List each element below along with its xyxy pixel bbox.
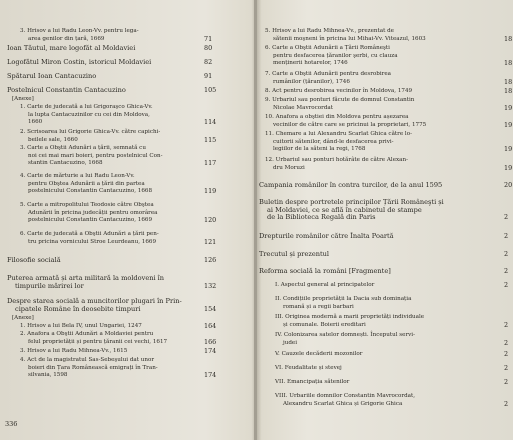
toc-entry-line: II. Condițiile proprietății la Dacia sub dominația bbox=[275, 296, 412, 302]
toc-page-number: 19 bbox=[504, 103, 513, 112]
toc-entry-line: 6. Carte de judecată a Obştii Adunări a țării pen- bbox=[20, 231, 159, 237]
toc-page-number: 19 bbox=[504, 145, 513, 154]
toc-page-number: 132 bbox=[204, 281, 217, 290]
toc-entry-line: Campania românilor în contra turcilor, de la anul 1595 bbox=[259, 181, 443, 189]
toc-entry-line: 5. Hrisov a lui Radu Mihnea-Vv., prezentat de bbox=[265, 28, 394, 34]
toc-entry-line: stantin Cantacuzino, 1668 bbox=[28, 160, 103, 167]
toc-entry-line: și comunale. Boierii ereditari bbox=[283, 321, 366, 328]
toc-entry-line: judei bbox=[283, 339, 298, 346]
toc-entry-line: VIII. Urbariile domnilor Constantin Mavrocordat, bbox=[275, 393, 416, 399]
toc-entry-line: 2. Anafora a Obştii Adunări a Moldaviei pentru bbox=[20, 331, 154, 337]
toc-entry-line: 9. Urbariul sau ponturi făcute de domnul Constantin bbox=[265, 97, 415, 103]
toc-entry-line: Postelnicul Constantin Cantacuzino bbox=[7, 86, 126, 94]
toc-entry-line: 10. Anafora a obştiei din Moldova pentru așezarea bbox=[265, 114, 409, 120]
toc-entry-line: 12. Urbariul sau ponturi hotărâte de către Alexan- bbox=[265, 157, 409, 163]
toc-page-number: 2 bbox=[504, 350, 509, 358]
toc-entry-line: 3. Hrisov a lui Radu Leon-Vv. pentru lega- bbox=[20, 28, 139, 34]
toc-entry-line: postelnicului Constantin Cantacuzino, 1669 bbox=[28, 217, 153, 224]
toc-page-number: 2 bbox=[504, 281, 509, 289]
toc-entry-line: Adunării în pricina judecății pentru omorârea bbox=[28, 209, 158, 216]
toc-page-number: 18 bbox=[504, 59, 513, 68]
toc-page-number: 174 bbox=[204, 347, 217, 355]
toc-entry-line: silvania, 1598 bbox=[28, 372, 68, 379]
toc-entry-line: 8. Act pentru desrobirea vecinilor în Moldova, 1749 bbox=[265, 88, 413, 94]
toc-entry-line: Alexandru Scarlat Ghica și Grigorie Ghica bbox=[283, 400, 403, 407]
toc-entry-line: 4. Act de la magistratul Sas-Sebeşului dat unor bbox=[20, 357, 155, 363]
toc-page-number: 91 bbox=[204, 72, 213, 80]
toc-entry-line: beilele sale, 1660 bbox=[28, 136, 78, 143]
toc-entry-line: Despre starea socială a muncitorilor plugari în Prin- bbox=[7, 297, 182, 305]
toc-page-number: 2 bbox=[504, 267, 509, 275]
toc-entry-line: vecinilor de către care se pricinui la proprietari, 1775 bbox=[273, 121, 427, 128]
toc-entry-line: 4. Carte de mărturie a lui Radu Leon-Vv. bbox=[20, 173, 135, 179]
toc-page-number: 71 bbox=[204, 34, 213, 43]
toc-entry-line: sătenii moşneni în pricina lui Mihai-Vv. Viteazul, 1603 bbox=[273, 35, 426, 42]
toc-entry-line: 7. Carte a Obştii Adunării pentru desrobirea bbox=[265, 71, 391, 77]
toc-entry-line: III. Originea modernă a marii proprietăți individuale bbox=[275, 314, 425, 320]
toc-entry-line: 11. Chemare a lui Alexandru Scarlat Ghica către lo- bbox=[265, 131, 412, 137]
toc-page-number: 164 bbox=[204, 322, 217, 330]
toc-page-number: 82 bbox=[204, 58, 213, 66]
toc-entry-line: 6. Carte a Obştii Adunării a Țării Româneşti bbox=[265, 45, 390, 51]
toc-entry-line: noi cei mai mari boieri, pentru postelnicul Con- bbox=[28, 152, 163, 159]
toc-entry-line: Ioan Tăutul, mare logofăt al Moldaviei bbox=[7, 44, 136, 52]
toc-entry-line: 1. Hrisov a lui Bela IV, unul Ungariei, 1247 bbox=[20, 323, 142, 329]
toc-entry-line: cipatele Române în deosebite timpuri bbox=[15, 304, 141, 313]
toc-page-number: 126 bbox=[204, 256, 217, 264]
toc-page-number: 120 bbox=[204, 216, 217, 225]
toc-page-number: 2 bbox=[504, 364, 509, 372]
toc-page-number: 2 bbox=[504, 338, 509, 347]
toc-page-number: 114 bbox=[204, 118, 217, 127]
toc-entry-line: la lupta Cantacuzinilor cu cei din Moldova, bbox=[28, 111, 150, 118]
toc-entry-line: Reforma socială la români [Fragmente] bbox=[259, 267, 391, 275]
toc-entry-line: cuitorii sătenilor, dând-le desfacerea privi- bbox=[273, 138, 394, 145]
toc-page-number: 119 bbox=[204, 187, 217, 196]
toc-page-number: 18 bbox=[504, 87, 513, 95]
toc-entry-line: romană și a regii barbari bbox=[283, 303, 354, 310]
toc-entry-line: Spătarul Ioan Cantacuzino bbox=[7, 72, 97, 80]
toc-page-number: 2 bbox=[504, 250, 509, 258]
toc-page-number: 18 bbox=[504, 34, 513, 43]
toc-entry-line: de la Biblioteca Regală din Paris bbox=[267, 213, 376, 222]
left-page bbox=[0, 0, 255, 440]
toc-entry-line: ai Moldaviei, ce se află în cabinetul de stampe bbox=[267, 205, 422, 214]
toc-entry-line: legiilor de la săteni la regi, 1768 bbox=[273, 146, 366, 153]
toc-entry-line: Logofătul Miron Costin, istoricul Moldaviei bbox=[7, 58, 152, 66]
toc-page-number: 18 bbox=[504, 77, 513, 86]
toc-entry-line: pentru desfacerea țăranilor şerbi, cu clauza bbox=[273, 52, 398, 59]
toc-entry-line: dru Moruzi bbox=[273, 164, 305, 171]
toc-entry-line: V. Cauzele decăderii mozonilor bbox=[275, 351, 363, 357]
toc-entry-line: 5. Carte a mitropolitului Teodosie către Obştea bbox=[20, 202, 154, 208]
toc-page-number: 121 bbox=[204, 237, 217, 246]
toc-page-number: 2 bbox=[504, 232, 509, 240]
toc-entry-line: I. Aspectul general al principatelor bbox=[275, 282, 375, 288]
toc-entry-line: felul proprietății și pentru țăranii cei vechi, 1617 bbox=[28, 338, 168, 345]
toc-entry-line: 2. Scrisoarea lui Grigorie Ghica-Vv. către capichi- bbox=[20, 129, 161, 135]
toc-entry-line: rumânilor (țăranilor), 1746 bbox=[273, 78, 350, 85]
toc-page-number: 154 bbox=[204, 304, 217, 313]
toc-entry-line: tru pricina vornicului Stroe Leurdeanu, 1669 bbox=[28, 238, 157, 245]
toc-entry-line: Buletin despre portretele principilor Țării Româneşti și bbox=[259, 198, 444, 206]
toc-entry-line: Nicolae Mavrocordat bbox=[273, 104, 333, 111]
toc-page-number: 166 bbox=[204, 337, 217, 346]
toc-entry-line: VI. Feudalitate și stevej bbox=[275, 365, 342, 371]
toc-entry-line: [Anexe] bbox=[12, 96, 34, 102]
toc-entry-line: timpurile mărirei lor bbox=[15, 281, 84, 290]
toc-entry-line: postelnicului Constantin Cantacuzino, 1668 bbox=[28, 188, 153, 195]
toc-entry-line: pentru Obştea Adunării a țării din partea bbox=[28, 180, 145, 187]
toc-page-number: 19 bbox=[504, 163, 513, 172]
right-page bbox=[257, 0, 513, 440]
toc-entry-line: 1. Carte de judecată a lui Grigoraşco Ghica-Vv. bbox=[20, 104, 153, 110]
toc-page-number: 105 bbox=[204, 86, 217, 94]
toc-entry-line: 1660 bbox=[28, 119, 43, 126]
toc-page-number: 2 bbox=[504, 378, 509, 386]
folio-number: 336 bbox=[5, 420, 18, 428]
toc-page-number: 80 bbox=[204, 44, 213, 52]
toc-page-number: 174 bbox=[204, 371, 217, 380]
toc-page-number: 115 bbox=[204, 135, 217, 144]
toc-entry-line: 3. Carte a Obştii Adunări a țării, semnată cu bbox=[20, 145, 146, 151]
toc-entry-line: Drepturile românilor către Înalta Poartă bbox=[259, 232, 394, 240]
toc-page-number: 117 bbox=[204, 159, 217, 168]
toc-entry-line: [Anexe] bbox=[12, 315, 34, 321]
toc-page-number: 2 bbox=[504, 213, 509, 222]
toc-entry-line: area genilor din țară, 1669 bbox=[28, 35, 105, 42]
toc-page-number: 2 bbox=[504, 399, 509, 408]
toc-entry-line: IV. Colonizarea satelor domnești. Începutul servi- bbox=[275, 332, 415, 338]
toc-entry-line: Trecutul și prezentul bbox=[259, 250, 329, 258]
toc-entry-line: boieri din Țara Românească emigrați în Tran- bbox=[28, 364, 158, 371]
toc-entry-line: Puterea armată și arta militară la moldoveni în bbox=[7, 274, 165, 282]
toc-page-number: 19 bbox=[504, 120, 513, 129]
toc-entry-line: VII. Emancipația sătenilor bbox=[275, 379, 350, 385]
toc-page-number: 2 bbox=[504, 320, 509, 329]
toc-entry-line: Filosofie socială bbox=[7, 256, 61, 264]
toc-entry-line: menținerii hotarelor, 1746 bbox=[273, 60, 348, 67]
toc-entry-line: 3. Hrisov a lui Radu Mihnea-Vv., 1615 bbox=[20, 348, 128, 354]
toc-page-number: 20 bbox=[504, 181, 513, 189]
